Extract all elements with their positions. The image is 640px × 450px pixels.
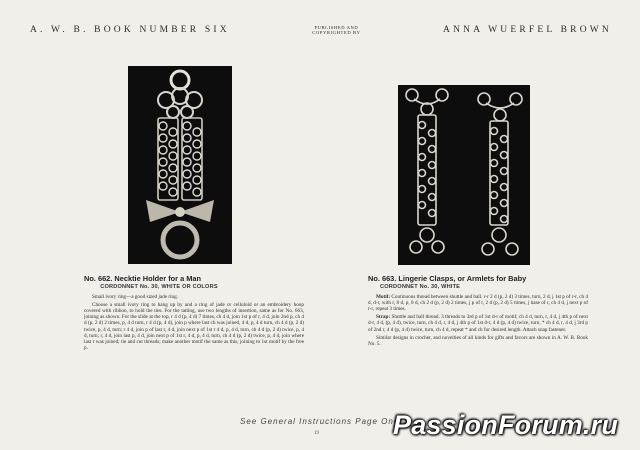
strap-label: Strap: [376,314,391,321]
necktie-holder-directions: Choose a small ivory ring to hang up by and a ring of jade or celluloid or an embroidery hoop covered with ribbon, to hold the ties. For the tatting, use two lengths of insertion, same as for No. 663, joining as shown. For the slide at the top, r 4 d (p, 4 d) 7 times, ch 4 d, join 1st p of r, 4 d, join 2nd p, ch 4 d (p, 2 d) 2 times, p, 4 d turn, r 4 d (p, 4 d), join p where last ch was joined, 4 d, p, 4 d turn, ch 4 d (p, 2 d) twice, p, 4 d, turn; r 4 d, join p of last r, 4 d, join next p of 1st r 4 d, p, 4 d, turn, ch 4 d (p, 2 d) twice, p, 4 d, turn; r, 4 d, join last p, 4 d, join next p of 1st r, 4 d, p, 4 d, turn, ch 4 d (p, 2 d) twice, p, 4 d, join where last r was joined; tie and cut threads; make another motif the same as this, joining to 1st motif by the free p. [84,302,304,351]
lingerie-clasps-photo [398,85,530,265]
general-instructions-note: See General Instructions Page One [240,417,400,426]
lingerie-clasps-instructions [368,274,588,349]
lingerie-clasps-title: No. 663. Lingerie Clasps, or Armlets for Baby [368,274,527,283]
necktie-holder-title: No. 662. Necktie Holder for a Man [84,274,202,283]
necktie-holder-illustration [128,66,232,264]
site-watermark: PassionForum.ru [393,410,619,440]
necktie-holder-photo [128,66,232,264]
necktie-holder-thread: CORDONNET No. 30, WHITE OR COLORS [100,284,218,290]
page-header [30,22,612,38]
lingerie-clasps-illustration [398,85,530,265]
header-book-title: A. W. B. BOOK NUMBER SIX [30,25,230,35]
strap-text: Shuttle and ball thread. 3 threads to 3rd p of 1st d-r of motif, ch 4 d, turn, r, 4 d, j 4th p of next d-r, 4 d, (p, 4 d), twice, turn, ch 4 d, r, 4 d, j 4th p of 1st d-r, 4 d (p, 4 d) twice, turn, * ch 4 d, r, 4 d, j 3rd p of 2nd r, 4 d (p, 4 d) twice, turn, ch 4 d, repeat * and ch for desired length. Attach snap fastener. [368,314,588,333]
necktie-holder-instructions [84,274,304,353]
motif-paragraph [368,294,588,312]
header-publisher-note [312,25,360,35]
header-copyrighted-by: COPYRIGHTED BY [312,30,361,35]
header-author: ANNA WUERFEL BROWN [443,25,612,35]
crochet-note: Similar designs in crochet, and novelties of all kinds for gifts and favors are shown in A. W. B. Book No. 5. [368,334,588,347]
strap-paragraph [368,314,588,332]
necktie-holder-materials: Small ivory ring—a good sized jade ring. [92,294,179,301]
motif-label: Motif: [376,294,391,301]
header-published-and: PUBLISHED AND [314,25,359,30]
lingerie-clasps-thread: CORDONNET No. 30, WHITE [380,284,461,290]
motif-text: Continuous thread between shuttle and ball. r-r 2 d (p, 2 d) 3 times, turn, 2 d, j 1st p of r-r, ch 4 d, d-r, with r, 8 d, p, 8 d, ch 2 d (p, 2 d) 2 times, j p of r, 2 d (p, 2 d) 5 times, j base of r, ch 4 d, j next p of r-r, repeat 3 times. [368,294,588,313]
page-number: 19 [314,431,319,436]
